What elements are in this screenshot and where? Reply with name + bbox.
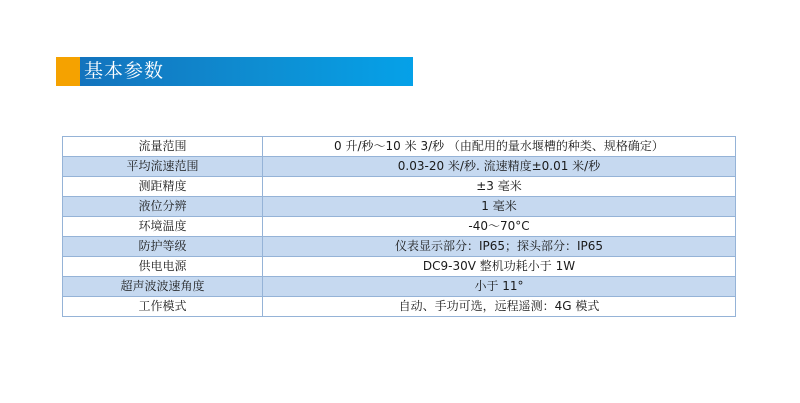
row-label: 工作模式 (63, 297, 263, 317)
row-label: 超声波波速角度 (63, 277, 263, 297)
orange-accent-square (56, 57, 80, 86)
section-title: 基本参数 (84, 60, 165, 82)
row-label: 防护等级 (63, 237, 263, 257)
row-value: 小于 11° (263, 277, 736, 297)
table-row (63, 257, 736, 277)
row-value: DC9-30V 整机功耗小于 1W (263, 257, 736, 277)
section-title-banner (80, 57, 413, 86)
row-value: 0.03-20 米/秒. 流速精度±0.01 米/秒 (263, 157, 736, 177)
spec-table (62, 136, 736, 317)
row-value: 0 升/秒～10 米 3/秒 （由配用的量水堰槽的种类、规格确定） (263, 137, 736, 157)
table-row (63, 197, 736, 217)
row-label: 测距精度 (63, 177, 263, 197)
row-value: 1 毫米 (263, 197, 736, 217)
row-label: 供电电源 (63, 257, 263, 277)
row-label: 液位分辨 (63, 197, 263, 217)
spec-table-body (63, 137, 736, 317)
row-value: 自动、手功可选，远程遥测：4G 模式 (263, 297, 736, 317)
row-value: 仪表显示部分：IP65；探头部分：IP65 (263, 237, 736, 257)
table-row (63, 137, 736, 157)
table-row (63, 237, 736, 257)
table-row (63, 277, 736, 297)
section-header (56, 57, 413, 86)
table-row (63, 217, 736, 237)
table-row (63, 157, 736, 177)
row-label: 平均流速范围 (63, 157, 263, 177)
table-row (63, 177, 736, 197)
row-label: 流量范围 (63, 137, 263, 157)
row-value: -40～70°C (263, 217, 736, 237)
row-value: ±3 毫米 (263, 177, 736, 197)
row-label: 环境温度 (63, 217, 263, 237)
table-row (63, 297, 736, 317)
